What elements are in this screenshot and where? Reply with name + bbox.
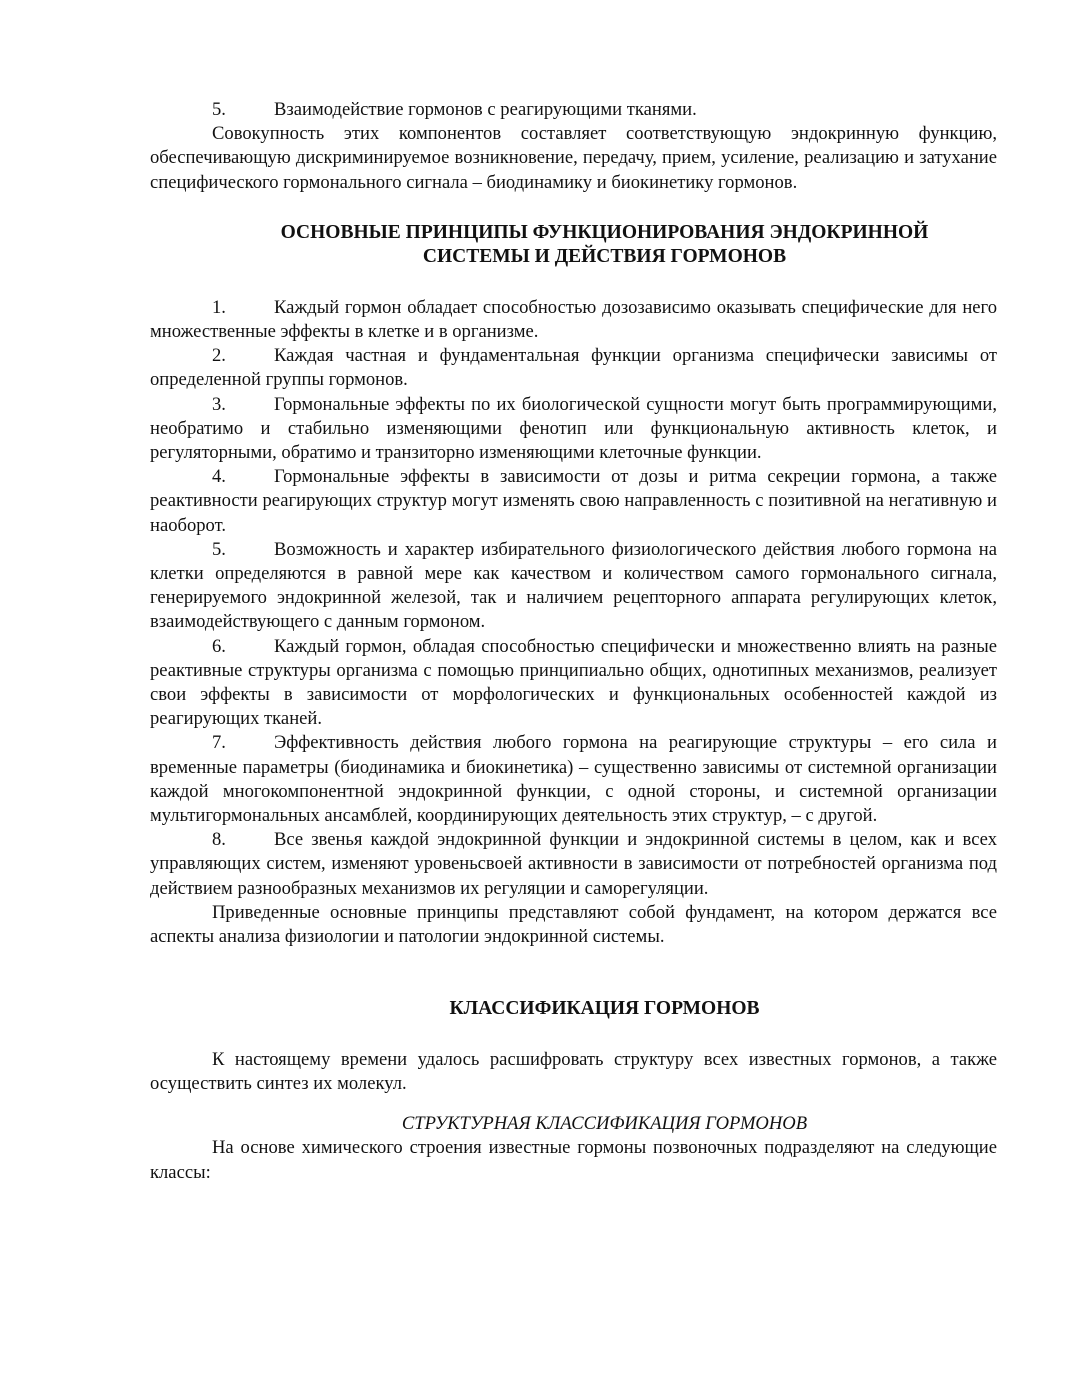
- item-number: 4.: [212, 466, 226, 488]
- item-text: Эффективность действия любого гормона на реагирующие структуры – его сила и временные параметры (биодинамика и биокинетика) – существенно зависимы от системной организации каждой многокомпонентной эндокринной функции, с одной стороны, и системной организации мультигормональных ансамблей, координирующих деятельность этих структур, – с другой.: [150, 732, 997, 827]
- item-number: 1.: [212, 296, 226, 318]
- principle-item: [150, 344, 997, 392]
- item-text: Гормональные эффекты в зависимости от дозы и ритма секреции гормона, а также реактивности реагирующих структур могут изменять свою направленность с позитивной на негативную и наоборот.: [150, 466, 997, 536]
- structural-classification-paragraph: На основе химического строения известные гормоны позвоночных подразделяют на следующие классы:: [150, 1137, 997, 1183]
- item-text: Взаимодействие гормонов с реагирующими тканями.: [274, 99, 697, 120]
- principle-item: [150, 393, 997, 466]
- item-text: Каждая частная и фундаментальная функции организма специфически зависимы от определенной группы гормонов.: [150, 345, 997, 391]
- classification-heading: КЛАССИФИКАЦИЯ ГОРМОНОВ: [449, 998, 760, 1020]
- intro-summary-paragraph: Совокупность этих компонентов составляет соответствующую эндокринную функцию, обеспечивающую дискриминируемое возникновение, передачу, прием, усиление, реализацию и затухание специфического гормонального сигнала – биодинамику и биокинетику гормонов.: [150, 123, 997, 193]
- item-text: Возможность и характер избирательного физиологического действия любого гормона на клетки определяются в равной мере как качеством и количеством самого гормонального сигнала, генерируемого эндокринной железой, так и наличием рецепторного аппарата регулирующих клеток, взаимодействующего с данным гормоном.: [150, 538, 997, 633]
- principles-list: [150, 296, 997, 901]
- item-number: 8.: [212, 829, 226, 851]
- item-text: Гормональные эффекты по их биологической сущности могут быть программирующими, необратимо и стабильно изменяющими фенотип или функциональную активность клеток, и регуляторными, обратимо и транзиторно изменяющими клеточные функции.: [150, 393, 997, 464]
- item-text: Каждый гормон обладает способностью дозозависимо оказывать специфические для него множественные эффекты в клетке и в организме.: [150, 296, 997, 343]
- item-text: Каждый гормон, обладая способностью специфически и множественно влиять на разные реактивные структуры организма с помощью принципиально общих, однотипных механизмов, реализует свои эффекты в зависимости от морфологических и функциональных особенностей каждой из реагирующих тканей.: [150, 635, 997, 730]
- document-page: [150, 98, 997, 1185]
- principle-item: [150, 828, 997, 901]
- item-number: 5.: [212, 99, 226, 120]
- principles-heading-line2: СИСТЕМЫ И ДЕЙСТВИЯ ГОРМОНОВ: [422, 246, 787, 268]
- principles-heading: [150, 221, 997, 270]
- structural-classification-subheading: СТРУКТУРНАЯ КЛАССИФИКАЦИЯ ГОРМОНОВ: [401, 1113, 808, 1135]
- item-number: 7.: [212, 732, 226, 754]
- principle-item: [150, 731, 997, 828]
- intro-list-item: [150, 98, 997, 122]
- principle-item: [150, 296, 997, 344]
- item-number: 3.: [212, 393, 226, 415]
- principles-conclusion-paragraph: Приведенные основные принципы представляют собой фундамент, на котором держатся все аспекты анализа физиологии и патологии эндокринной системы.: [150, 901, 997, 948]
- item-number: 2.: [212, 345, 226, 367]
- principles-heading-line1: ОСНОВНЫЕ ПРИНЦИПЫ ФУНКЦИОНИРОВАНИЯ ЭНДОКРИННОЙ: [280, 221, 929, 243]
- item-text: Все звенья каждой эндокринной функции и эндокринной системы в целом, как и всех управляющих систем, изменяют уровеньсвоей активности в зависимости от потребностей организма под действием разнообразных механизмов их регуляции и саморегуляции.: [150, 829, 997, 899]
- principle-item: [150, 538, 997, 635]
- classification-paragraph: К настоящему времени удалось расшифровать структуру всех известных гормонов, а также осуществить синтез их молекул.: [150, 1048, 997, 1094]
- item-number: 5.: [212, 538, 226, 560]
- principle-item: [150, 635, 997, 732]
- item-number: 6.: [212, 635, 226, 657]
- principle-item: [150, 465, 997, 538]
